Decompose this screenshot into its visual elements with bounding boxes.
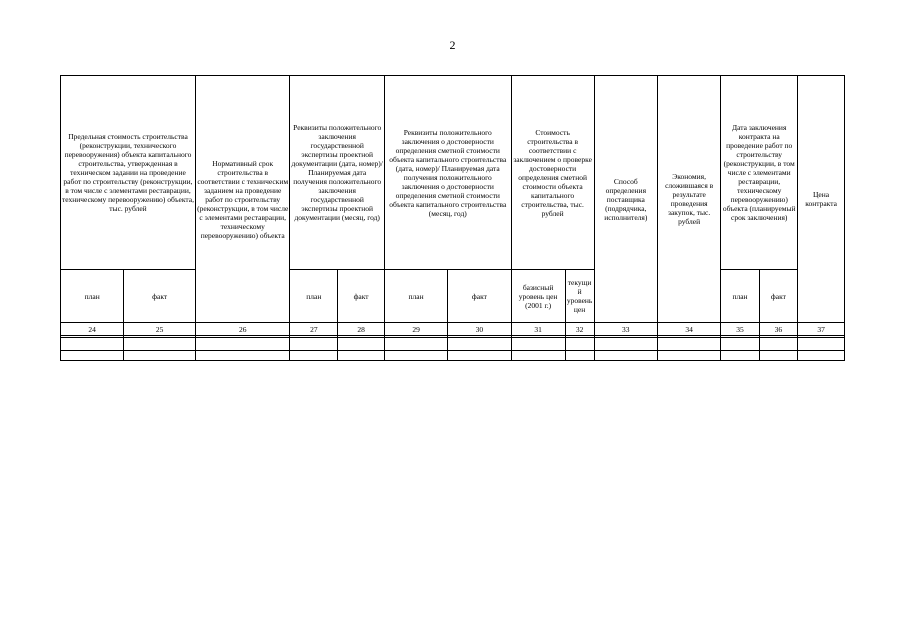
data-cell — [195, 338, 289, 351]
data-cell — [338, 338, 385, 351]
data-cell — [565, 338, 594, 351]
data-cell — [290, 351, 338, 361]
column-number: 26 — [195, 323, 289, 336]
data-cell — [657, 338, 720, 351]
data-cell — [61, 338, 124, 351]
column-number: 34 — [657, 323, 720, 336]
data-cell — [338, 351, 385, 361]
column-number: 32 — [565, 323, 594, 336]
data-cell — [384, 351, 447, 361]
subheader-fact: факт — [448, 270, 511, 323]
subheader-plan: план — [721, 270, 759, 323]
subheader-fact: факт — [124, 270, 196, 323]
subheader-plan: план — [384, 270, 447, 323]
column-number: 27 — [290, 323, 338, 336]
header-contract-price: Цена контракта — [798, 76, 845, 323]
header-row — [61, 76, 845, 270]
data-cell — [721, 338, 759, 351]
data-cell — [511, 351, 565, 361]
data-row — [61, 351, 845, 361]
data-cell — [124, 338, 196, 351]
column-number: 30 — [448, 323, 511, 336]
column-number: 37 — [798, 323, 845, 336]
subheader-plan: план — [290, 270, 338, 323]
header-estimate-details: Реквизиты положительного заключения о достоверности определения сметной стоимости объекта капитального строительства (дата, номер)/ Планируемая дата получения положительного заключения о достоверности определения сметной стоимости объекта капитального строительства (месяц, год) — [384, 76, 511, 270]
data-cell — [721, 351, 759, 361]
header-supplier-method: Способ определения поставщика (подрядчика, исполнителя) — [594, 76, 657, 323]
column-number: 31 — [511, 323, 565, 336]
subheader-plan: план — [61, 270, 124, 323]
data-cell — [384, 338, 447, 351]
header-max-cost: Предельная стоимость строительства (реконструкции, технического перевооружения) объекта капитального строительства, утвержденная в техническом задании на проведение работ по строительству (реконструкции, в том числе с элементами реставрации, техническому перевооружению) объекта, тыс. рублей — [61, 76, 196, 270]
column-number: 36 — [759, 323, 797, 336]
data-cell — [290, 338, 338, 351]
header-expertise-details: Реквизиты положительного заключения государственной экспертизы проектной документации (дата, номер)/ Планируемая дата получения положительного заключения государственной экспертизы проектной документации (месяц, год) — [290, 76, 384, 270]
subheader-base-price-level: базисный уровень цен (2001 г.) — [511, 270, 565, 323]
subheader-fact: факт — [759, 270, 797, 323]
data-cell — [124, 351, 196, 361]
data-row — [61, 338, 845, 351]
column-number-row — [61, 323, 845, 336]
header-savings: Экономия, сложившаяся в результате проведения закупок, тыс. рублей — [657, 76, 720, 323]
column-number: 24 — [61, 323, 124, 336]
header-contract-date: Дата заключения контракта на проведение работ по строительству (реконструкции, в том числе с элементами реставрации, техническому перевооружению) объекта (планируемый срок заключения) — [721, 76, 798, 270]
data-cell — [798, 351, 845, 361]
data-cell — [759, 351, 797, 361]
data-cell — [657, 351, 720, 361]
data-cell — [195, 351, 289, 361]
data-cell — [61, 351, 124, 361]
data-cell — [511, 338, 565, 351]
data-cell — [448, 338, 511, 351]
header-construction-cost: Стоимость строительства в соответствии с заключением о проверке достоверности определения сметной стоимости объекта капитального строительства, тыс. рублей — [511, 76, 594, 270]
column-number: 35 — [721, 323, 759, 336]
subheader-current-price-level: текущий уровень цен — [565, 270, 594, 323]
data-cell — [448, 351, 511, 361]
subheader-row — [61, 270, 845, 323]
data-cell — [798, 338, 845, 351]
header-normative-term: Нормативный срок строительства в соответствии с техническим заданием на проведение работ по строительству (реконструкции, в том числе с элементами реставрации, техническому перевооружению) объекта — [195, 76, 289, 323]
column-number: 28 — [338, 323, 385, 336]
page-number: 2 — [449, 38, 456, 52]
column-number: 29 — [384, 323, 447, 336]
subheader-fact: факт — [338, 270, 385, 323]
data-cell — [759, 338, 797, 351]
data-cell — [565, 351, 594, 361]
report-table — [60, 75, 845, 361]
data-cell — [594, 351, 657, 361]
column-number: 33 — [594, 323, 657, 336]
column-number: 25 — [124, 323, 196, 336]
data-cell — [594, 338, 657, 351]
